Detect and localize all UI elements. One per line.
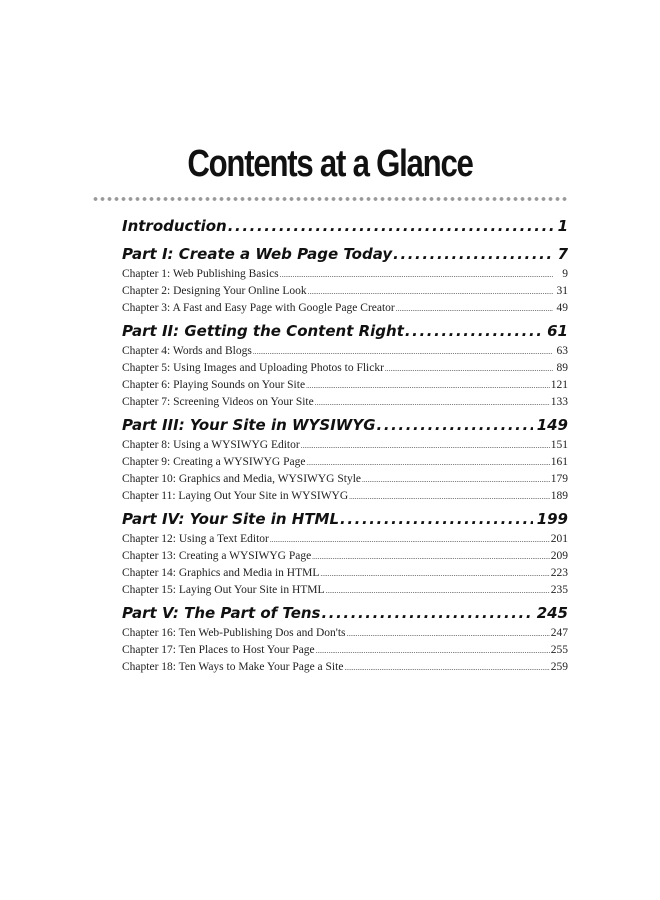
- part-title: Introduction: [122, 217, 227, 235]
- chapter-title: Chapter 14: Graphics and Media in HTML: [122, 567, 320, 579]
- toc-chapter-entry: [122, 565, 568, 582]
- chapter-page-number: 151: [550, 439, 568, 451]
- dot-leader: [362, 472, 550, 489]
- toc-chapter-entry: [122, 488, 568, 505]
- chapter-page-number: 179: [550, 473, 568, 485]
- chapter-page-number: 247: [550, 627, 568, 639]
- toc-chapter-entry: [122, 548, 568, 565]
- dot-leader: [393, 242, 553, 266]
- dot-leader: [312, 549, 550, 566]
- chapter-page-number: 49: [556, 302, 568, 314]
- part-page-number: 245: [536, 604, 568, 622]
- toc-chapter-entry: [122, 377, 568, 394]
- dot-leader: [308, 284, 553, 301]
- chapter-title: Chapter 18: Ten Ways to Make Your Page a Site: [122, 661, 344, 673]
- toc-chapter-entry: [122, 266, 568, 283]
- toc-part-2: [122, 319, 568, 411]
- dot-leader: [253, 344, 553, 361]
- dot-leader: [349, 489, 550, 506]
- chapter-title: Chapter 6: Playing Sounds on Your Site: [122, 379, 306, 391]
- part-title: Part III: Your Site in WYSIWYG: [122, 416, 376, 434]
- dot-leader: [340, 507, 533, 531]
- toc-part-1: [122, 242, 568, 317]
- chapter-title: Chapter 17: Ten Places to Host Your Page: [122, 644, 315, 656]
- chapter-page-number: 133: [550, 396, 568, 408]
- page-title: Contents at a Glance: [187, 143, 473, 185]
- chapter-page-number: 9: [562, 268, 568, 280]
- chapter-page-number: 189: [550, 490, 568, 502]
- chapter-page-number: 259: [550, 661, 568, 673]
- part-title: Part II: Getting the Content Right: [122, 322, 404, 340]
- chapter-page-number: 161: [550, 456, 568, 468]
- toc-part-entry: [122, 507, 568, 531]
- chapter-page-number: 223: [550, 567, 568, 579]
- dot-leader: [326, 583, 550, 600]
- chapter-page-number: 201: [550, 533, 568, 545]
- dot-leader: [405, 319, 543, 343]
- part-title: Part I: Create a Web Page Today: [122, 245, 393, 263]
- dot-leader: [301, 438, 550, 455]
- toc-chapter-entry: [122, 454, 568, 471]
- table-of-contents: [122, 214, 568, 678]
- toc-chapter-entry: [122, 582, 568, 599]
- chapter-title: Chapter 9: Creating a WYSIWYG Page: [122, 456, 306, 468]
- chapter-page-number: 235: [550, 584, 568, 596]
- part-page-number: 149: [536, 416, 568, 434]
- toc-introduction: [122, 214, 568, 238]
- dot-leader: [322, 601, 533, 625]
- toc-chapter-entry: [122, 437, 568, 454]
- chapter-title: Chapter 4: Words and Blogs: [122, 345, 252, 357]
- dot-leader: [306, 378, 550, 395]
- part-page-number: 199: [536, 510, 568, 528]
- chapter-page-number: 209: [550, 550, 568, 562]
- dot-leader: [377, 413, 533, 437]
- chapter-title: Chapter 11: Laying Out Your Site in WYSIWYG: [122, 490, 349, 502]
- chapter-title: Chapter 8: Using a WYSIWYG Editor: [122, 439, 300, 451]
- toc-chapter-entry: [122, 625, 568, 642]
- chapter-title: Chapter 3: A Fast and Easy Page with Google Page Creator: [122, 302, 395, 314]
- chapter-title: Chapter 16: Ten Web-Publishing Dos and Don'ts: [122, 627, 346, 639]
- toc-chapter-entry: [122, 343, 568, 360]
- toc-chapter-entry: [122, 642, 568, 659]
- chapter-title: Chapter 5: Using Images and Uploading Photos to Flickr: [122, 362, 384, 374]
- chapter-title: Chapter 1: Web Publishing Basics: [122, 268, 279, 280]
- dot-leader: [228, 214, 554, 238]
- part-page-number: 7: [557, 245, 568, 263]
- chapter-title: Chapter 12: Using a Text Editor: [122, 533, 269, 545]
- chapter-title: Chapter 13: Creating a WYSIWYG Page: [122, 550, 312, 562]
- chapter-page-number: 63: [556, 345, 568, 357]
- chapter-page-number: 31: [556, 285, 568, 297]
- toc-chapter-entry: [122, 283, 568, 300]
- toc-part-entry: [122, 413, 568, 437]
- toc-chapter-entry: [122, 659, 568, 676]
- part-title: Part V: The Part of Tens: [122, 604, 321, 622]
- part-page-number: 61: [547, 322, 568, 340]
- dot-leader: [385, 361, 553, 378]
- toc-part-4: [122, 507, 568, 599]
- toc-part-entry: [122, 214, 568, 238]
- toc-part-entry: [122, 601, 568, 625]
- chapter-title: Chapter 15: Laying Out Your Site in HTML: [122, 584, 325, 596]
- dot-leader: [347, 626, 550, 643]
- toc-chapter-entry: [122, 360, 568, 377]
- chapter-page-number: 89: [556, 362, 568, 374]
- chapter-title: Chapter 7: Screening Videos on Your Site: [122, 396, 314, 408]
- dot-leader: [316, 643, 550, 660]
- toc-part-5: [122, 601, 568, 676]
- dot-leader: [315, 395, 550, 412]
- dot-leader: [320, 566, 549, 583]
- dot-leader: [396, 301, 553, 318]
- chapter-page-number: 255: [550, 644, 568, 656]
- chapter-title: Chapter 2: Designing Your Online Look: [122, 285, 307, 297]
- chapter-title: Chapter 10: Graphics and Media, WYSIWYG Style: [122, 473, 362, 485]
- dot-leader: [280, 267, 553, 284]
- dotted-divider: [92, 196, 568, 202]
- toc-chapter-entry: [122, 394, 568, 411]
- toc-part-3: [122, 413, 568, 505]
- dot-leader: [306, 455, 549, 472]
- toc-part-entry: [122, 319, 568, 343]
- part-title: Part IV: Your Site in HTML: [122, 510, 340, 528]
- toc-part-entry: [122, 242, 568, 266]
- part-page-number: 1: [557, 217, 568, 235]
- dot-leader: [344, 660, 549, 677]
- toc-chapter-entry: [122, 471, 568, 488]
- toc-chapter-entry: [122, 300, 568, 317]
- chapter-page-number: 121: [550, 379, 568, 391]
- dot-leader: [270, 532, 550, 549]
- toc-chapter-entry: [122, 531, 568, 548]
